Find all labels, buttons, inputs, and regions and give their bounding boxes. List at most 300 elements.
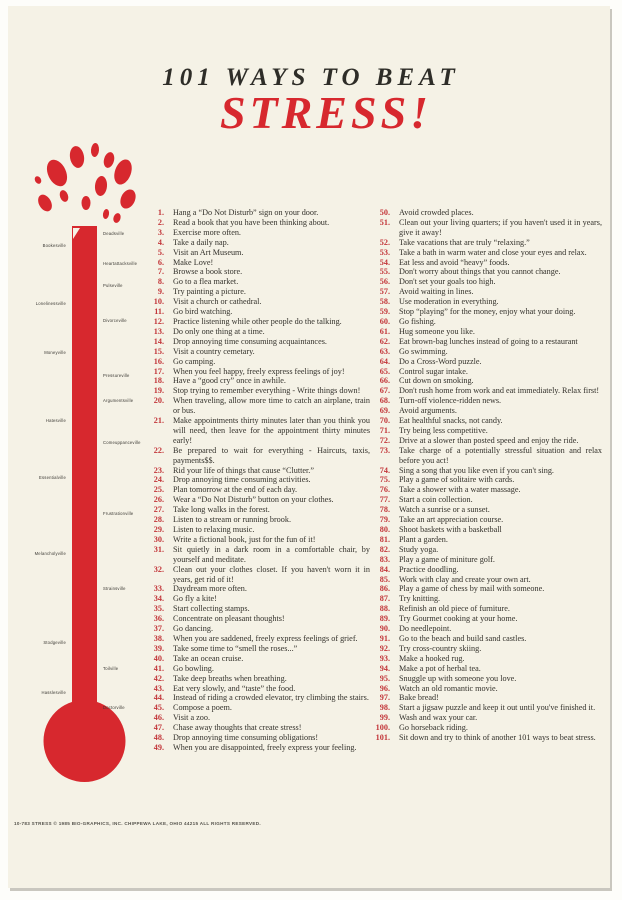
list-column-left <box>144 208 370 753</box>
list-item-text: Chase away thoughts that create stress! <box>173 723 302 733</box>
list-item-text: When you feel happy, freely express feelings of joy! <box>173 366 345 376</box>
list-item <box>144 337 370 347</box>
list-item-number: 60. <box>379 316 390 326</box>
list-item-text: Go fly a kite! <box>173 594 217 604</box>
list-item-text: Go horseback riding. <box>399 723 468 733</box>
list-item-number: 81. <box>379 534 390 544</box>
list-item <box>144 495 370 505</box>
list-item-text: Turn-off violence-ridden news. <box>399 396 502 406</box>
list-item-text: Don't rush home from work and eat immediately. Relax first! <box>399 386 600 396</box>
list-item-text: Go fishing. <box>399 316 436 326</box>
list-item <box>144 287 370 297</box>
list-item-text: Work with clay and create your own art. <box>399 574 531 584</box>
list-item-number: 9. <box>157 287 164 297</box>
list-item-text: Compose a poem. <box>173 703 232 713</box>
list-item-text: Sing a song that you like even if you can't sing. <box>399 465 554 475</box>
list-item <box>144 267 370 277</box>
list-item-number: 63. <box>379 346 390 356</box>
list-item-text: Take charge of a potentially stressful situation and relax before you act! <box>399 445 602 465</box>
list-item <box>370 684 602 694</box>
list-item <box>370 575 602 585</box>
list-item-text: Sit down and try to think of another 101 ways to beat stress. <box>399 733 596 743</box>
list-item-number: 36. <box>153 614 164 624</box>
list-item-text: Make a pot of herbal tea. <box>399 663 481 673</box>
list-item-text: Don't worry about things that you cannot change. <box>399 267 561 277</box>
list-item-text: Play a game of solitaire with cards. <box>399 475 515 485</box>
thermometer-label: Pressureville <box>103 373 130 378</box>
list-item-number: 34. <box>153 594 164 604</box>
list-item <box>144 396 370 416</box>
list-item-text: Practice listening while other people do the talking. <box>173 316 342 326</box>
list-item <box>370 396 602 406</box>
list-item-text: Avoid arguments. <box>399 406 457 416</box>
list-item-number: 96. <box>379 683 390 693</box>
list-item <box>370 475 602 485</box>
list-item <box>370 555 602 565</box>
list-item-text: Have a “good cry” once in awhile. <box>173 376 286 386</box>
list-item <box>144 664 370 674</box>
list-item-text: Browse a book store. <box>173 267 243 277</box>
list-item <box>370 525 602 535</box>
list-item <box>144 357 370 367</box>
list-item <box>144 674 370 684</box>
list-item-text: Plant a garden. <box>399 534 448 544</box>
list-item-text: Listen to a stream or running brook. <box>173 515 292 525</box>
list-item-number: 5. <box>157 247 164 257</box>
list-item-text: Go camping. <box>173 356 216 366</box>
thermometer-label: Heartattacksville <box>103 261 138 266</box>
list-item-number: 99. <box>379 713 390 723</box>
list-item <box>370 426 602 436</box>
list-item <box>370 485 602 495</box>
list-item-number: 24. <box>153 475 164 485</box>
list-item-text: Read a book that you have been thinking about. <box>173 217 330 227</box>
list-item-text: Play a game of miniture golf. <box>399 554 495 564</box>
list-item-number: 13. <box>153 326 164 336</box>
list-item-number: 14. <box>153 336 164 346</box>
list-item <box>370 406 602 416</box>
list-item <box>144 386 370 396</box>
list-item-number: 54. <box>379 257 390 267</box>
list-item-number: 90. <box>379 624 390 634</box>
list-item <box>370 258 602 268</box>
list-item <box>144 466 370 476</box>
thermometer-label: Hatesville <box>45 418 66 423</box>
list-item <box>370 664 602 674</box>
title-block <box>0 64 622 139</box>
poster-title: 101 WAYS TO BEAT <box>162 64 460 91</box>
list-item <box>370 674 602 684</box>
list-item-text: Try painting a picture. <box>173 287 246 297</box>
list-item-number: 69. <box>379 406 390 416</box>
list-item-number: 55. <box>379 267 390 277</box>
list-item-text: Be prepared to wait for everything - Haircuts, taxis, payments$$. <box>173 445 370 465</box>
list-item <box>144 317 370 327</box>
thermometer-label: Pulseville <box>103 283 123 288</box>
list-item-number: 1. <box>157 208 164 217</box>
list-item-text: Make a hooked rug. <box>399 653 465 663</box>
list-item-text: Watch a sunrise or a sunset. <box>399 505 490 515</box>
list-item <box>144 515 370 525</box>
list-item-text: Eat very slowly, and “taste” the food. <box>173 683 296 693</box>
list-item-text: Try being less competitive. <box>399 425 488 435</box>
list-item-text: Sit quietly in a dark room in a comfortable chair, by yourself and meditate. <box>173 544 370 564</box>
list-item <box>144 485 370 495</box>
list-item <box>370 337 602 347</box>
list-item-number: 57. <box>379 287 390 297</box>
list-item-text: When traveling, allow more time to catch an airplane, train or bus. <box>173 396 370 416</box>
list-item-number: 74. <box>379 465 390 475</box>
list-item <box>144 614 370 624</box>
list-item-number: 65. <box>379 366 390 376</box>
list-item-number: 23. <box>153 465 164 475</box>
list-item <box>144 525 370 535</box>
list-item-text: Drop annoying time consuming acquaintances. <box>173 336 327 346</box>
list-item-number: 27. <box>153 505 164 515</box>
list-item-number: 42. <box>153 673 164 683</box>
list-item-text: Go swimming. <box>399 346 448 356</box>
list-item-number: 44. <box>153 693 164 703</box>
list-item-number: 85. <box>379 574 390 584</box>
list-item <box>144 743 370 753</box>
list-item-number: 80. <box>379 525 390 534</box>
list-item <box>370 703 602 713</box>
list-item <box>144 713 370 723</box>
list-item <box>144 228 370 238</box>
list-item <box>370 386 602 396</box>
thermometer-label: Moneyville <box>44 350 66 355</box>
list-item-text: Study yoga. <box>399 544 439 554</box>
list-item-number: 53. <box>379 247 390 257</box>
list-item-number: 56. <box>379 277 390 287</box>
list-item <box>144 584 370 594</box>
list-item <box>370 693 602 703</box>
list-item-number: 40. <box>153 653 164 663</box>
list-item-number: 28. <box>153 515 164 525</box>
list-item <box>370 238 602 248</box>
list-item-text: Go dancing. <box>173 624 214 634</box>
list-item <box>370 466 602 476</box>
list-item-text: Go to the beach and build sand castles. <box>399 633 527 643</box>
list-item <box>144 505 370 515</box>
list-item-number: 83. <box>379 554 390 564</box>
list-item-text: Go bird watching. <box>173 307 233 317</box>
list-item <box>144 327 370 337</box>
list-item <box>370 713 602 723</box>
list-item-number: 48. <box>153 733 164 743</box>
list-item <box>370 614 602 624</box>
list-item-text: Listen to relaxing music. <box>173 525 255 534</box>
list-item-number: 58. <box>379 297 390 307</box>
thermometer-label: Essentialville <box>38 475 66 480</box>
list-item-text: When you are disappointed, freely express your feeling. <box>173 742 357 752</box>
list-item <box>144 644 370 654</box>
list-item-text: Make appointments thirty minutes later than you think you will need, then leave for the appointment thirty minutes early! <box>173 416 370 445</box>
list-item-number: 45. <box>153 703 164 713</box>
list-item-number: 71. <box>379 425 390 435</box>
list-item-number: 35. <box>153 604 164 614</box>
list-item-number: 17. <box>153 366 164 376</box>
list-item <box>370 535 602 545</box>
list-item <box>144 208 370 218</box>
list-item-text: Rid your life of things that cause “Clutter.” <box>173 465 314 475</box>
thermometer-label: Melancholyville <box>34 551 66 556</box>
list-item <box>370 218 602 238</box>
list-item <box>370 297 602 307</box>
list-item-number: 92. <box>379 643 390 653</box>
thermometer-label: Doctorville <box>103 705 125 710</box>
list-item-number: 18. <box>153 376 164 386</box>
thermometer-label: Frustrationville <box>103 511 134 516</box>
list-item <box>370 644 602 654</box>
list-item <box>370 515 602 525</box>
list-item-number: 50. <box>379 208 390 217</box>
splash-droplets-icon <box>33 143 138 224</box>
list-item <box>370 208 602 218</box>
list-item-text: Hug someone you like. <box>399 326 475 336</box>
list-item-text: Start a jigsaw puzzle and keep it out until you've finished it. <box>399 703 596 713</box>
thermometer-label: Toilville <box>103 666 119 671</box>
list-item-text: Use moderation in everything. <box>399 297 499 307</box>
list-item-text: Stop “playing” for the money, enjoy what your doing. <box>399 307 576 317</box>
list-item-number: 22. <box>153 445 164 455</box>
list-item-text: Make Love! <box>173 257 214 267</box>
list-item-number: 68. <box>379 396 390 406</box>
thermometer-graphic <box>0 140 150 800</box>
list-item-number: 95. <box>379 673 390 683</box>
list-item <box>144 654 370 664</box>
list-item-text: Shoot baskets with a basketball <box>399 525 502 534</box>
list-item <box>370 565 602 575</box>
list-item-number: 67. <box>379 386 390 396</box>
list-item-number: 46. <box>153 713 164 723</box>
list-item-text: Take deep breaths when breathing. <box>173 673 287 683</box>
list-item-text: Take a shower with a water massage. <box>399 485 521 495</box>
list-item <box>144 307 370 317</box>
list-item <box>144 297 370 307</box>
list-item-number: 101. <box>375 733 390 743</box>
list-item <box>370 277 602 287</box>
list-item-number: 39. <box>153 643 164 653</box>
list-item-text: Avoid waiting in lines. <box>399 287 474 297</box>
list-item <box>144 703 370 713</box>
list-item-text: Concentrate on pleasant thoughts! <box>173 614 285 624</box>
list-item-text: Take a daily nap. <box>173 237 229 247</box>
thermometer-label: Comeuppanceville <box>103 440 141 445</box>
list-item <box>144 604 370 614</box>
list-item-number: 75. <box>379 475 390 485</box>
list-item-number: 33. <box>153 584 164 594</box>
list-item-number: 8. <box>157 277 164 287</box>
thermometer-label: Divorceville <box>103 318 127 323</box>
list-item <box>370 654 602 664</box>
list-item <box>144 367 370 377</box>
list-item-text: Drop annoying time consuming activities. <box>173 475 311 485</box>
list-item-number: 79. <box>379 515 390 525</box>
list-item <box>370 505 602 515</box>
list-item-number: 10. <box>153 297 164 307</box>
list-item <box>370 594 602 604</box>
list-item-number: 19. <box>153 386 164 396</box>
list-item <box>144 475 370 485</box>
list-item <box>370 376 602 386</box>
list-item-number: 26. <box>153 495 164 505</box>
list-item-text: When you are saddened, freely express feelings of grief. <box>173 633 358 643</box>
list-item <box>144 565 370 585</box>
list-item-number: 82. <box>379 544 390 554</box>
list-item-text: Wash and wax your car. <box>399 713 478 723</box>
list-item-number: 94. <box>379 663 390 673</box>
list-column-right <box>370 208 602 743</box>
list-item <box>370 367 602 377</box>
list-item-number: 41. <box>153 663 164 673</box>
list-item-text: Try Gourmet cooking at your home. <box>399 614 518 624</box>
list-item <box>144 594 370 604</box>
thermometer-tube <box>72 226 97 708</box>
list-item <box>144 545 370 565</box>
list-item-number: 77. <box>379 495 390 505</box>
list-item-number: 78. <box>379 505 390 515</box>
list-item <box>370 436 602 446</box>
list-item-text: Snuggle up with someone you love. <box>399 673 517 683</box>
list-item-text: Write a fictional book, just for the fun of it! <box>173 534 316 544</box>
list-item-text: Refinish an old piece of furniture. <box>399 604 510 614</box>
thermometer-label: Strainsville <box>103 586 126 591</box>
list-item <box>370 307 602 317</box>
list-item-text: Hang a “Do Not Disturb” sign on your door. <box>173 208 319 217</box>
list-item-text: Eat brown-bag lunches instead of going to a restaurant <box>399 336 578 346</box>
list-item <box>144 446 370 466</box>
list-item-text: Instead of riding a crowded elevator, try climbing the stairs. <box>173 693 369 703</box>
list-item-number: 20. <box>153 396 164 406</box>
list-item-number: 38. <box>153 633 164 643</box>
list-item-number: 88. <box>379 604 390 614</box>
list-item-text: Eat healthful snacks, not candy. <box>399 416 503 426</box>
list-item-number: 4. <box>157 237 164 247</box>
list-item-text: Try cross-country skiing. <box>399 643 482 653</box>
list-item-number: 97. <box>379 693 390 703</box>
list-item <box>370 357 602 367</box>
list-item-text: Take an ocean cruise. <box>173 653 244 663</box>
list-item <box>370 248 602 258</box>
list-item-text: Visit a church or cathedral. <box>173 297 262 307</box>
list-item-text: Take an art appreciation course. <box>399 515 504 525</box>
list-item <box>144 693 370 703</box>
list-item-number: 66. <box>379 376 390 386</box>
list-item-number: 62. <box>379 336 390 346</box>
list-item-number: 59. <box>379 307 390 317</box>
list-item-number: 7. <box>157 267 164 277</box>
list-item-text: Drop annoying time consuming obligations! <box>173 733 319 743</box>
list-item-number: 73. <box>379 445 390 455</box>
list-item-number: 21. <box>153 416 164 426</box>
list-item-text: Take vacations that are truly “relaxing.” <box>399 237 530 247</box>
list-item-text: Clean out your living quarters; if you haven't used it in years, give it away! <box>399 217 602 237</box>
list-item-number: 86. <box>379 584 390 594</box>
list-item-number: 25. <box>153 485 164 495</box>
list-item <box>144 723 370 733</box>
list-item-number: 70. <box>379 416 390 426</box>
list-item-number: 32. <box>153 564 164 574</box>
list-item-text: Drive at a slower than posted speed and enjoy the ride. <box>399 435 579 445</box>
list-item <box>144 733 370 743</box>
list-item <box>370 634 602 644</box>
list-item-text: Visit a zoo. <box>173 713 211 723</box>
thermometer-label: Lonelinessville <box>35 301 66 306</box>
list-item <box>370 624 602 634</box>
list-item-text: Take some time to “smell the roses...” <box>173 643 298 653</box>
list-item <box>144 376 370 386</box>
list-item <box>144 684 370 694</box>
list-item-text: Visit a country cemetary. <box>173 346 255 356</box>
list-item <box>144 535 370 545</box>
list-item-text: Clean out your clothes closet. If you haven't worn it in years, get rid of it! <box>173 564 370 584</box>
list-item-number: 52. <box>379 237 390 247</box>
copyright-footer: 10-783 STRESS © 1985 BIO-GRAPHICS, INC. CHIPPEWA LAKE, OHIO 44215 ALL RIGHTS RESERVED. <box>14 821 261 826</box>
list-item <box>144 258 370 268</box>
list-item-number: 11. <box>154 307 164 317</box>
list-item-number: 47. <box>153 723 164 733</box>
list-item-number: 93. <box>379 653 390 663</box>
list-item <box>370 495 602 505</box>
list-item-text: Plan tomorrow at the end of each day. <box>173 485 298 495</box>
list-item-text: Go bowling. <box>173 663 214 673</box>
list-item <box>144 277 370 287</box>
thermometer-label: Hasslesville <box>41 690 66 695</box>
thermometer-bulb <box>44 700 126 782</box>
list-item <box>370 416 602 426</box>
list-item-number: 51. <box>379 217 390 227</box>
list-item <box>370 584 602 594</box>
thermometer-label: Bookesville <box>42 243 66 248</box>
list-item <box>370 446 602 466</box>
list-item-text: Stop trying to remember everything - Write things down! <box>173 386 361 396</box>
list-item <box>144 416 370 446</box>
list-item-number: 84. <box>379 564 390 574</box>
list-item <box>144 238 370 248</box>
list-item <box>370 545 602 555</box>
list-item-number: 31. <box>153 544 164 554</box>
list-item <box>144 218 370 228</box>
list-item-text: Do only one thing at a time. <box>173 326 265 336</box>
list-item-number: 49. <box>153 742 164 752</box>
list-item <box>370 733 602 743</box>
list-item <box>144 248 370 258</box>
list-item-text: Cut down on smoking. <box>399 376 474 386</box>
list-item-text: Visit an Art Museum. <box>173 247 244 257</box>
list-item-text: Practice doodling. <box>399 564 459 574</box>
list-item-text: Do needlepoint. <box>399 624 452 634</box>
list-item-text: Avoid crowded places. <box>399 208 474 217</box>
list-item-text: Try knitting. <box>399 594 441 604</box>
thermometer-label: Deadsville <box>103 231 125 236</box>
list-item-text: Do a Cross-Word puzzle. <box>399 356 482 366</box>
list-item-number: 98. <box>379 703 390 713</box>
list-item <box>370 267 602 277</box>
list-item-number: 16. <box>153 356 164 366</box>
list-item-text: Control sugar intake. <box>399 366 468 376</box>
list-item-text: Take a bath in warm water and close your eyes and relax. <box>399 247 587 257</box>
list-item-text: Play a game of chess by mail with someone. <box>399 584 545 594</box>
list-item-number: 64. <box>379 356 390 366</box>
list-item-number: 30. <box>153 534 164 544</box>
list-item-text: Start collecting stamps. <box>173 604 250 614</box>
thermometer-label: Stodgeville <box>43 640 66 645</box>
list-item <box>370 347 602 357</box>
list-item-text: Eat less and avoid “heavy” foods. <box>399 257 510 267</box>
list-item-number: 43. <box>153 683 164 693</box>
list-item-number: 91. <box>379 633 390 643</box>
